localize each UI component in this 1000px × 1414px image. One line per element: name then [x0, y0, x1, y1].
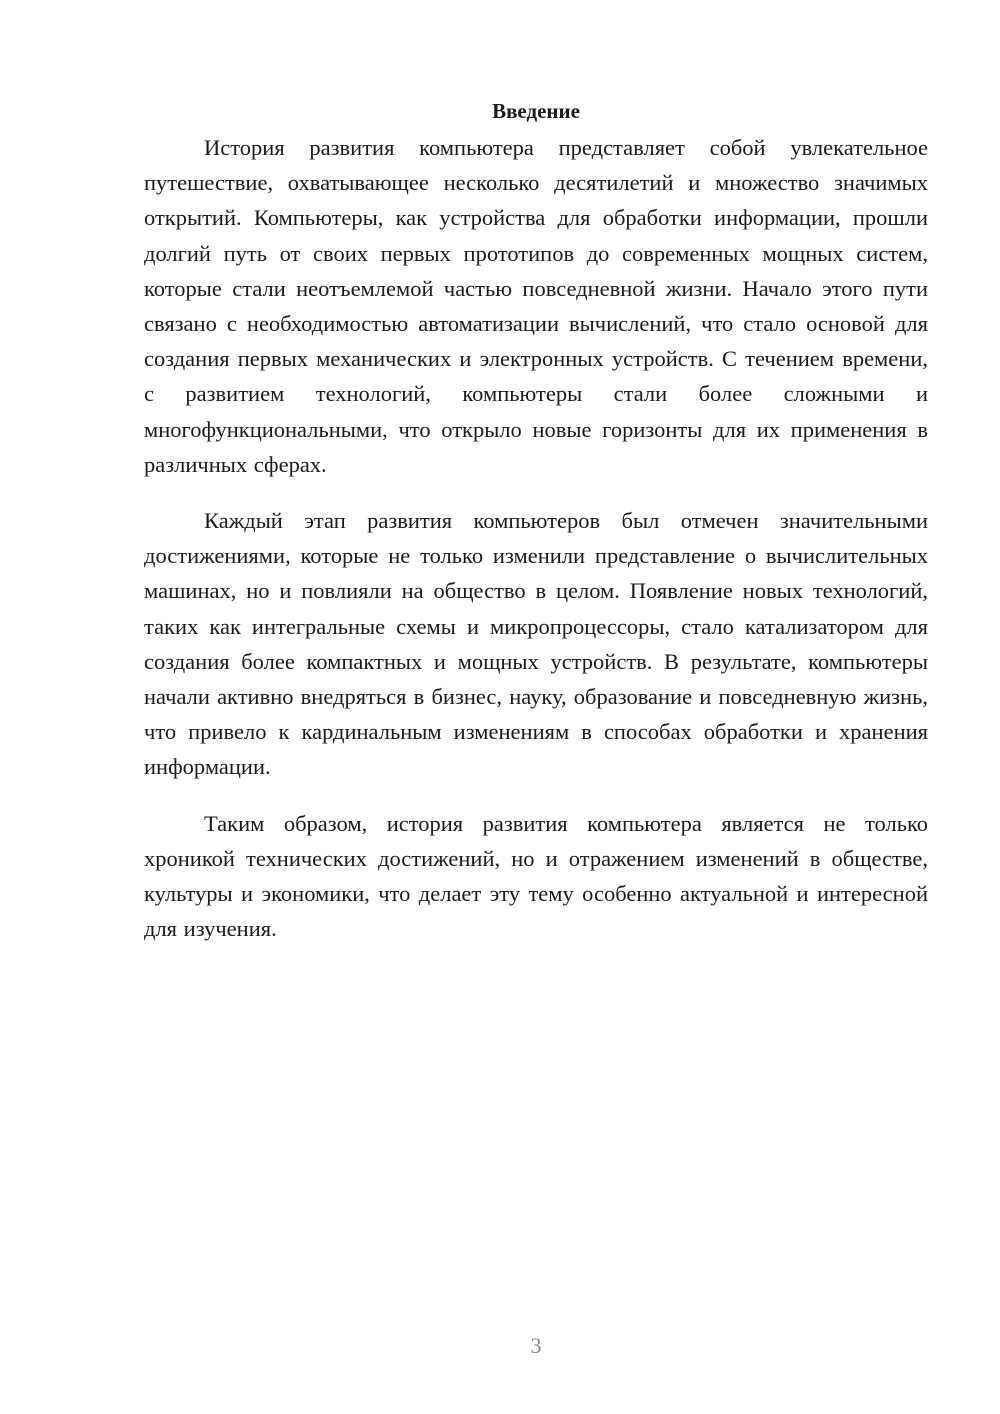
paragraph-1: История развития компьютера представляет собой увлекательное путешествие, охватывающее несколько десятилетий и множество значимых открытий. Компьютеры, как устройства для обработки информации, прошли долгий путь от своих первых прототипов до современных мощных систем, которые стали неотъемлемой частью повседневной жизни. Начало этого пути связано с необходимостью автоматизации вычислений, что стало основой для создания первых механических и электронных устройств. С течением времени, с развитием технологий, компьютеры стали более сложными и многофункциональными, что открыло новые горизонты для их применения в различных сферах.: [144, 135, 928, 477]
paragraph-2: Каждый этап развития компьютеров был отмечен значительными достижениями, которые не только изменили представление о вычислительных машинах, но и повлияли на общество в целом. Появление новых технологий, таких как интегральные схемы и микропроцессоры, стало катализатором для создания более компактных и мощных устройств. В результате, компьютеры начали активно внедряться в бизнес, науку, образование и повседневную жизнь, что привело к кардинальным изменениям в способах обработки и хранения информации.: [144, 508, 928, 780]
page-content: [144, 96, 928, 967]
page-title: Введение: [492, 99, 580, 123]
paragraph-3: Таким образом, история развития компьютера является не только хроникой технических достижений, но и отражением изменений в обществе, культуры и экономики, что делает эту тему особенно актуальной и интересной для изучения.: [144, 810, 928, 942]
page-number: 3: [530, 1333, 542, 1358]
